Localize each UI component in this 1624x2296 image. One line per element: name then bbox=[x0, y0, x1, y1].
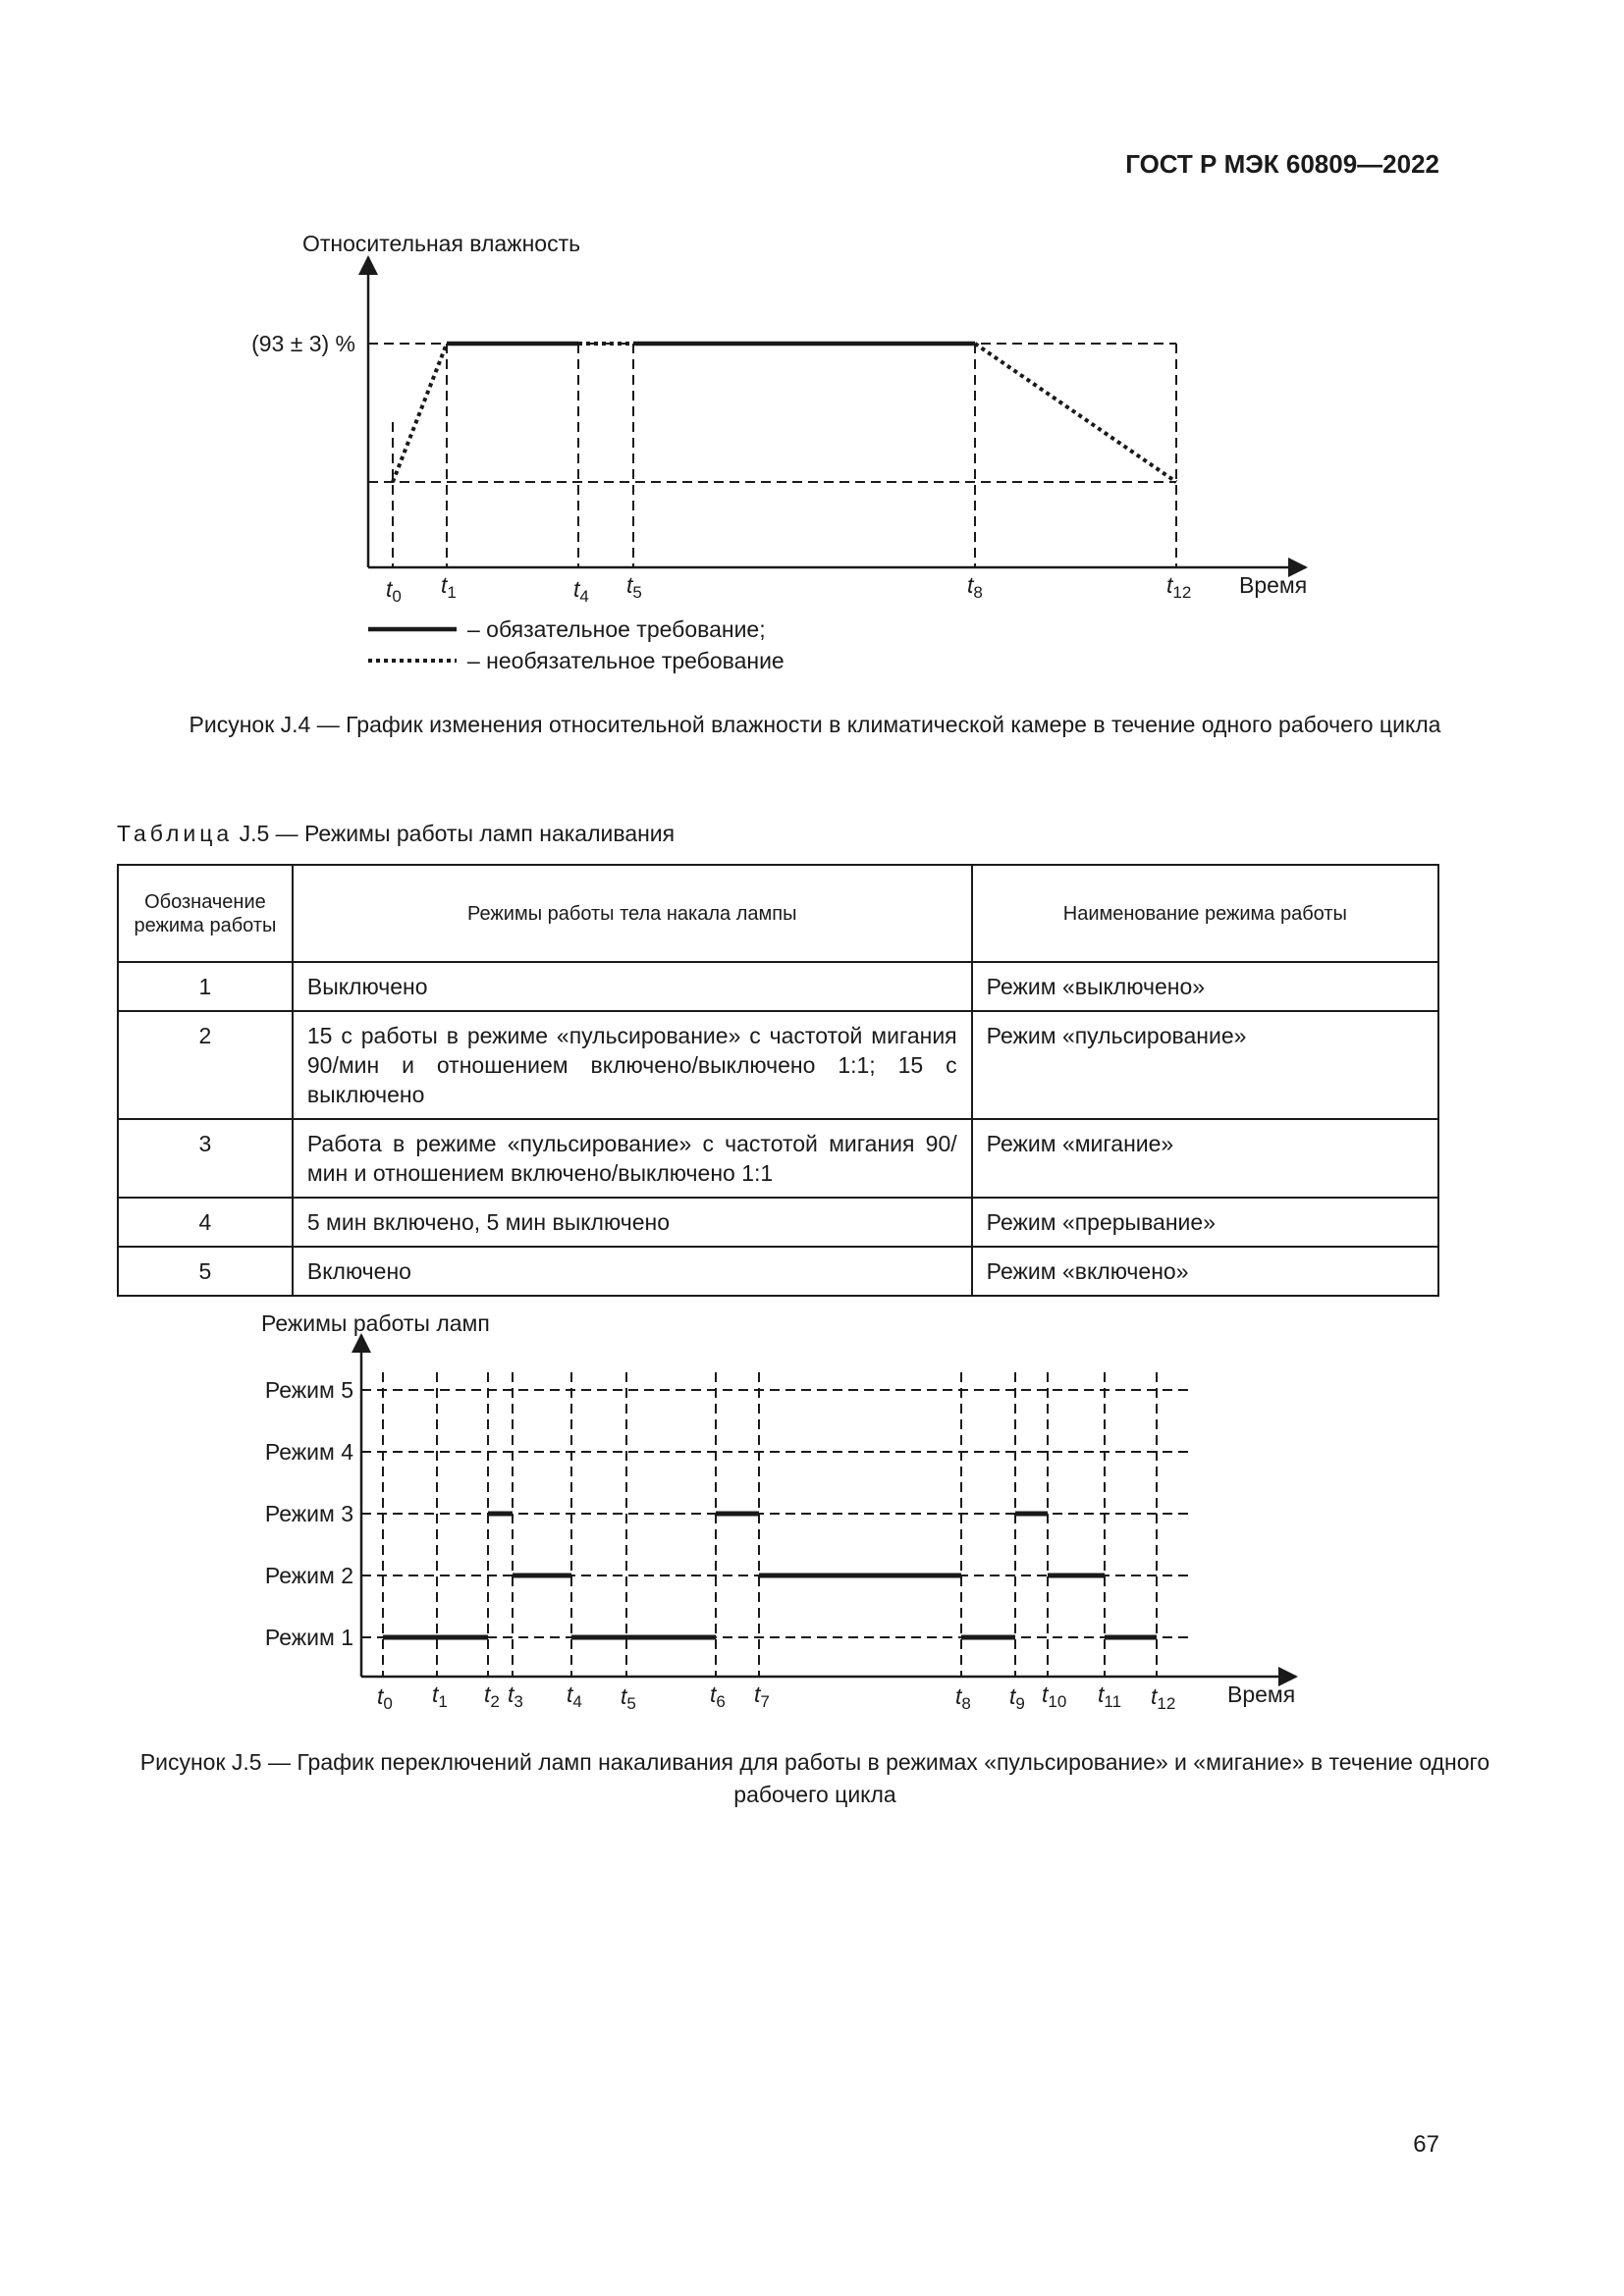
cell-mode-description: 5 мин включено, 5 мин выключено bbox=[293, 1198, 972, 1247]
cell-mode-number: 1 bbox=[118, 962, 293, 1011]
time-label-t0: $t_0$ bbox=[377, 1683, 393, 1713]
table-j5 bbox=[117, 864, 1439, 1297]
figure-j5-lamp-mode-chart bbox=[0, 1296, 1624, 1718]
optional-rise bbox=[393, 344, 447, 482]
cell-mode-number: 5 bbox=[118, 1247, 293, 1296]
figure-j5-caption: Рисунок J.5 — График переключений ламп накаливания для работы в режимах «пульсирование» и «мигание» в течение одного рабочего цикла bbox=[139, 1749, 1490, 1807]
time-label-t4: $t_4$ bbox=[567, 1682, 582, 1711]
standard-designation: ГОСТ Р МЭК 60809—2022 bbox=[1125, 149, 1439, 179]
table-j5-title bbox=[117, 821, 675, 847]
table-row bbox=[118, 1119, 1438, 1198]
cell-mode-description: Выключено bbox=[293, 962, 972, 1011]
table-header-row bbox=[118, 865, 1438, 962]
table-row bbox=[118, 1198, 1438, 1247]
table-row bbox=[118, 1011, 1438, 1119]
mode-label-4: Режим 4 bbox=[264, 1439, 353, 1465]
cell-mode-name: Режим «мигание» bbox=[972, 1119, 1438, 1198]
time-label-t1: $t_1$ bbox=[441, 572, 457, 602]
figure-j4-humidity-chart bbox=[0, 0, 1624, 707]
mode-label-2: Режим 2 bbox=[264, 1563, 353, 1588]
time-label-t7: $t_7$ bbox=[754, 1682, 770, 1711]
header-mode-designation: Обозначение режима работы bbox=[118, 865, 293, 962]
table-row bbox=[118, 962, 1438, 1011]
y-axis-label: Относительная влажность bbox=[302, 231, 581, 256]
time-label-t11: $t_{11}$ bbox=[1098, 1682, 1122, 1711]
mode-label-3: Режим 3 bbox=[264, 1501, 353, 1526]
x-axis-label: Время bbox=[1239, 572, 1308, 598]
table-row bbox=[118, 1247, 1438, 1296]
mode-label-5: Режим 5 bbox=[264, 1377, 353, 1403]
cell-mode-number: 4 bbox=[118, 1198, 293, 1247]
time-label-t2: $t_2$ bbox=[484, 1682, 500, 1711]
time-label-t1: $t_1$ bbox=[432, 1682, 448, 1711]
time-label-t5: $t_5$ bbox=[626, 572, 642, 602]
cell-mode-description: Включено bbox=[293, 1247, 972, 1296]
time-label-t12: $t_{12}$ bbox=[1151, 1683, 1176, 1713]
time-label-t5: $t_5$ bbox=[621, 1683, 636, 1713]
cell-mode-name: Режим «включено» bbox=[972, 1247, 1438, 1296]
time-label-t0: $t_0$ bbox=[386, 576, 402, 606]
time-label-t6: $t_6$ bbox=[710, 1682, 726, 1711]
table-title-prefix: Таблица bbox=[117, 821, 234, 846]
time-label-t8: $t_8$ bbox=[967, 572, 983, 602]
cell-mode-name: Режим «выключено» bbox=[972, 962, 1438, 1011]
table-title-rest: J.5 — Режимы работы ламп накаливания bbox=[239, 821, 676, 846]
header-filament-modes: Режимы работы тела накала лампы bbox=[293, 865, 972, 962]
cell-mode-number: 3 bbox=[118, 1119, 293, 1198]
figure-j4-caption: Рисунок J.4 — График изменения относительной влажности в климатической камере в течение одного рабочего цикла bbox=[189, 712, 1441, 737]
y-axis-label: Режимы работы ламп bbox=[261, 1310, 490, 1336]
legend-mandatory-text: – обязательное требование; bbox=[467, 616, 766, 642]
time-label-t3: $t_3$ bbox=[508, 1682, 523, 1711]
optional-fall bbox=[975, 344, 1176, 482]
cell-mode-description: Работа в режиме «пульсирование» с частотой мигания 90/мин и отношением включено/выключено 1:1 bbox=[293, 1119, 972, 1198]
header-mode-name: Наименование режима работы bbox=[972, 865, 1438, 962]
cell-mode-name: Режим «пульсирование» bbox=[972, 1011, 1438, 1119]
mode-label-1: Режим 1 bbox=[264, 1625, 353, 1650]
time-label-t4: $t_4$ bbox=[573, 576, 589, 606]
time-label-t9: $t_9$ bbox=[1009, 1683, 1025, 1713]
cell-mode-number: 2 bbox=[118, 1011, 293, 1119]
cell-mode-description: 15 с работы в режиме «пульсирование» с частотой мигания 90/мин и отношением включено/выключено 1:1; 15 с выключено bbox=[293, 1011, 972, 1119]
cell-mode-name: Режим «прерывание» bbox=[972, 1198, 1438, 1247]
humidity-level-label: (93 ± 3) % bbox=[251, 331, 355, 356]
legend-optional-text: – необязательное требование bbox=[467, 648, 785, 673]
time-label-t12: $t_{12}$ bbox=[1166, 572, 1192, 602]
x-axis-label: Время bbox=[1227, 1682, 1296, 1707]
time-label-t10: $t_{10}$ bbox=[1042, 1682, 1067, 1711]
time-label-t8: $t_8$ bbox=[955, 1683, 971, 1713]
page-number: 67 bbox=[1413, 2131, 1439, 2158]
